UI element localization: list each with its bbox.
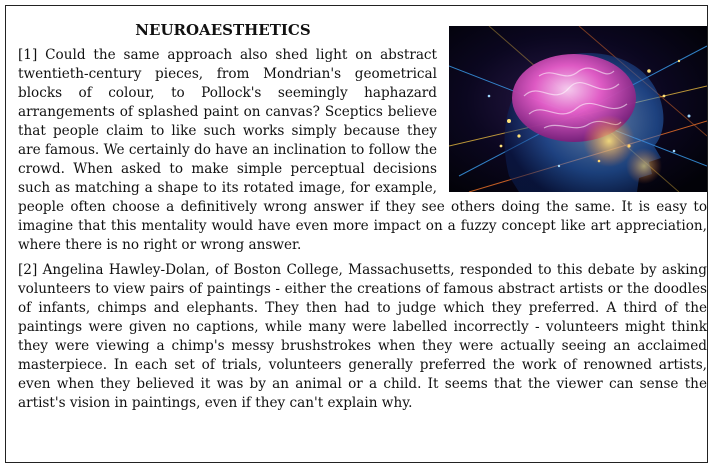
article-title: NEUROAESTHETICS — [135, 21, 311, 39]
paragraph-2 — [18, 261, 707, 413]
glowing-brain-illustration-icon — [449, 26, 707, 192]
article-content — [18, 16, 707, 419]
paragraph-text: Angelina Hawley-Dolan, of Boston College, Massachusetts, responded to this debate by asking volunteers to view pairs of paintings - either the creations of famous abstract artists or the doodles of infants, chimps and elephants. They then had to judge which they preferred. A third of the paintings were given no captions, while many were labelled incorrectly - volunteers might think they were viewing a chimp's messy brushstrokes when they were actually seeing an acclaimed masterpiece. In each set of trials, volunteers generally preferred the work of renowned artists, even when they believed it was by an animal or a child. It seems that the viewer can sense the artist's vision in paintings, even if they can't explain why. — [18, 262, 707, 411]
paragraph-text: Could the same approach also shed light on abstract twentieth-century pieces, from Mondrian's geometrical blocks of colour, to Pollock's seemingly haphazard arrangements of splashed paint on canvas? Sceptics believe that people claim to like such works simply because they are famous. We certainly do have an inclination to follow the crowd. When asked to make simple perceptual decisions such as matching a shape to its rotated image, for example, people often choose a definitively wrong answer if they see others doing the same. It is easy to imagine that this mentality would have even more impact on a fuzzy concept like art appreciation, where there is no right or wrong answer. — [18, 47, 707, 253]
paragraph-number: [1] — [18, 47, 38, 63]
article-frame — [5, 5, 708, 463]
neuroaesthetics-image — [449, 26, 707, 192]
paragraph-number: [2] — [18, 262, 38, 278]
